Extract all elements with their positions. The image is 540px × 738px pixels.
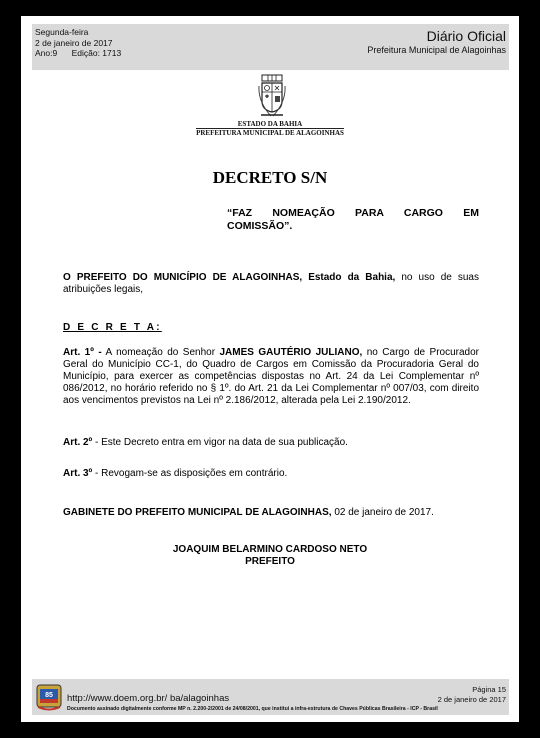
- page-header: [32, 24, 509, 70]
- closing-date: 02 de janeiro de 2017.: [331, 507, 434, 518]
- issue-date: 2 de janeiro de 2017: [35, 37, 113, 48]
- gabinete-bold: GABINETE DO PREFEITO MUNICIPAL DE ALAGOINHAS,: [63, 507, 332, 518]
- journal-title: Diário Oficial: [426, 28, 506, 44]
- article-1: [63, 347, 479, 407]
- page-number: Página 15: [472, 685, 506, 694]
- ementa-line-2: COMISSÃO”.: [227, 220, 293, 232]
- edition-number: Edição: 1713: [71, 48, 122, 58]
- website-link[interactable]: http://www.doem.org.br/ ba/alagoinhas: [67, 693, 230, 704]
- digital-signature-note: Documento assinado digitalmente conforme MP n. 2.200-2/2001 de 24/08/2001, que institui a infra-estrutura de Chaves Públicas Brasileira - ICP - Brasil: [67, 706, 438, 712]
- decreta-heading: D E C R E T A:: [63, 322, 162, 333]
- coat-of-arms-icon: [258, 74, 286, 118]
- state-name: ESTADO DA BAHIA: [237, 120, 303, 128]
- signature-block: [21, 544, 519, 568]
- article-2-text: - Este Decreto entra em vigor na data de sua publicação.: [92, 437, 348, 448]
- municipality-name: Prefeitura Municipal de Alagoinhas: [367, 45, 506, 55]
- article-3: [63, 468, 479, 480]
- decree-ementa: [227, 207, 479, 233]
- article-1-text-b: no Cargo de Procurador Geral do Município CC-1, do Quadro de Cargos em Comissão da Procuradoria Geral do Município, para exercer as competências dispostas no Art. 24 da Lei Complementar nº 086/2012, no horário referido no § 1º. do Art. 21 da Lei Complementar nº 007/03, com direito aos vencimentos previstos na Lei nº 2.186/2012, alterada pela Lei 2.190/2012.: [63, 347, 479, 406]
- closing-line: [63, 507, 479, 519]
- intro-rest: no uso de suas atribuições legais,: [63, 272, 479, 295]
- page-footer: [32, 679, 509, 715]
- article-2: [63, 437, 479, 449]
- article-2-label: Art. 2º: [63, 437, 93, 448]
- decree-title: DECRETO S/N: [212, 168, 328, 187]
- ementa-line-1: “FAZ NOMEAÇÃO PARA CARGO EM: [227, 207, 479, 219]
- issuer-block: [21, 120, 519, 137]
- municipal-logo-icon: [35, 683, 63, 711]
- edition-info: [35, 27, 121, 59]
- appointee-name: JAMES GAUTÉRIO JULIANO,: [219, 347, 363, 358]
- signer-role: PREFEITO: [245, 556, 295, 567]
- signer-name: JOAQUIM BELARMINO CARDOSO NETO: [172, 544, 368, 555]
- intro-paragraph: [63, 272, 479, 296]
- svg-text:85: 85: [45, 692, 53, 699]
- article-1-text-a: A nomeação do Senhor: [101, 347, 220, 358]
- intro-bold: O PREFEITO DO MUNICÍPIO DE ALAGOINHAS, Estado da Bahia,: [63, 272, 396, 283]
- weekday: Segunda-feira: [35, 27, 89, 37]
- footer-date: 2 de janeiro de 2017: [437, 695, 506, 704]
- article-3-text: - Revogam-se as disposições em contrário.: [92, 468, 288, 479]
- year-number: Ano:9: [35, 48, 58, 58]
- document-page: [21, 16, 519, 722]
- prefecture-name: PREFEITURA MUNICIPAL DE ALAGOINHAS: [196, 129, 344, 137]
- article-1-label: Art. 1º -: [63, 347, 102, 358]
- article-3-label: Art. 3º: [63, 468, 93, 479]
